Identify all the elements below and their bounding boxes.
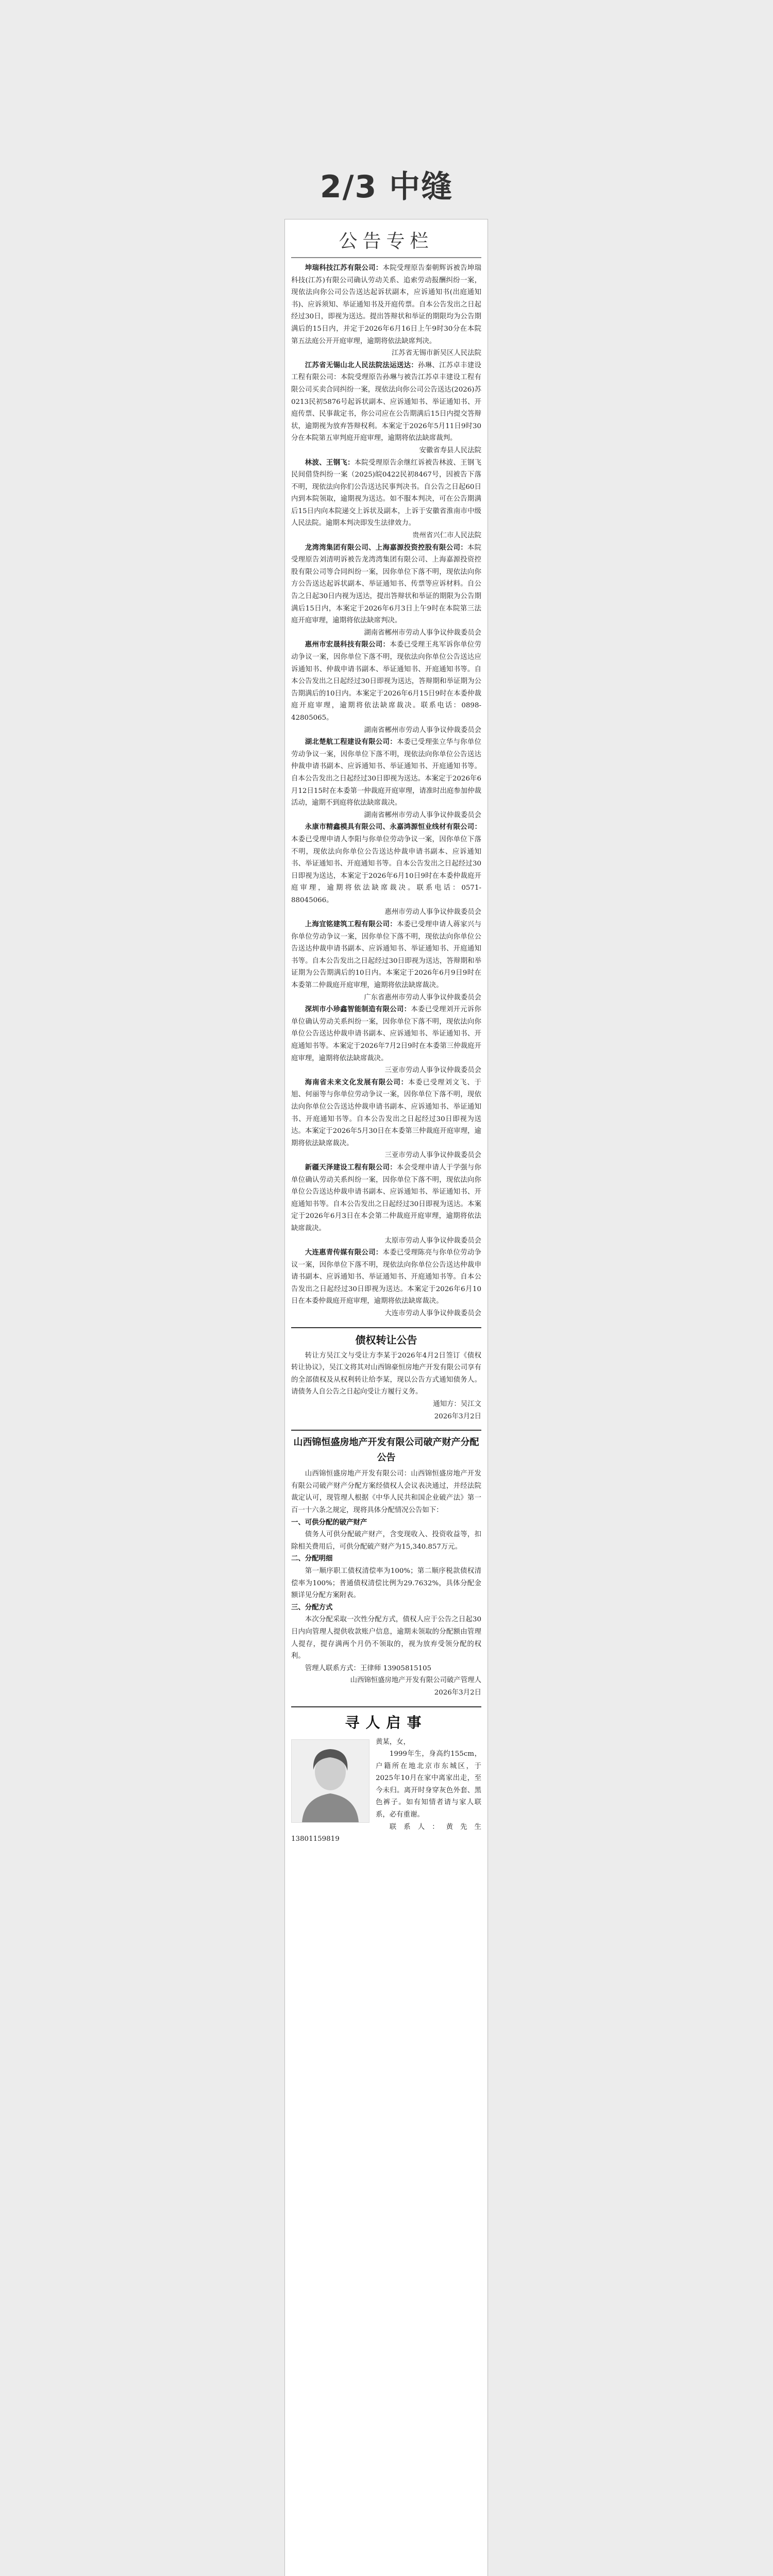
notice-recipient: 江苏省无锡山北人民法院法运送达： <box>305 361 418 369</box>
notice-body: 本会受理申请人于学强与你单位确认劳动关系纠纷一案，因你单位下落不明，现依法向你单位公告送达仲裁申请书副本、应诉通知书、举证通知书、开庭通知书等。自本公告发出之日起经过30日即视为送达。本案定于2026年6月3日在本会第二仲裁庭开庭审理，逾期将依法缺席裁决。 <box>291 1163 482 1232</box>
bankruptcy-contact: 管理人联系方式：王律师 13905815105 <box>305 1664 432 1672</box>
notice-body: 本委已受理王兆军诉你单位劳动争议一案，因你单位下落不明，现依法向你单位公告送达应诉通知书、仲裁申请书副本、举证通知书、开庭通知书等。自本公告发出之日起经过30日即视为送达，答辩期和举证期为公告期满后的10日内。本案定于2026年6月15日9时在本委仲裁庭开庭审理，逾期将依法缺席裁决。联系电话：0898-42805065。 <box>291 641 481 722</box>
notice-signature: 江苏省无锡市新吴区人民法院 <box>391 349 481 358</box>
notice-recipient: 湖北楚航工程建设有限公司： <box>305 738 397 747</box>
column-header: 公告专栏 <box>291 222 481 258</box>
notice-signature: 三亚市劳动人事争议仲裁委员会 <box>384 1066 481 1075</box>
notice-recipient: 坤瑞科技江苏有限公司： <box>305 264 383 272</box>
notice-paragraph <box>291 639 481 724</box>
notice-recipient: 永康市精鑫模具有限公司、永嘉鸿源恒业线材有限公司： <box>305 823 481 832</box>
notice-signature: 惠州市劳动人事争议仲裁委员会 <box>384 908 481 917</box>
notice-recipient: 大连惠青传媒有限公司： <box>305 1248 383 1257</box>
bankruptcy-section1-text: 债务人可供分配破产财产，含变现收入、投资收益等，扣除相关费用后，可供分配破产财产为15,340.857万元。 <box>291 1531 481 1551</box>
notice-paragraph <box>291 1077 481 1150</box>
notice-signature: 太原市劳动人事争议仲裁委员会 <box>384 1236 481 1245</box>
notice-body: 本院受理原告刘清明诉被告龙湾湾集团有限公司、上海嘉源投资控股有限公司等合同纠纷一案，因你单位下落不明，现依法向你方公告送达起诉状副本、举证通知书、传票等应诉材料。自公告之日起30日内视为送达，提出答辩状和举证的期限为公告期满后15日内，本案定于2026年6月3日上午9时在本院第三法庭开庭审理，逾期将依法缺席判决。 <box>291 544 482 625</box>
missing-person-photo <box>291 1739 369 1823</box>
notice-body: 本委已受理刘开元诉你单位确认劳动关系纠纷一案，因你单位下落不明，现依法向你单位公告送达仲裁申请书副本、应诉通知书、举证通知书、开庭通知书等。本案定于2026年7月2日9时在本委第三仲裁庭开庭审理，逾期将依法缺席裁决。 <box>291 1006 482 1062</box>
notice-body: 本委已受理张立华与你单位劳动争议一案，因你单位下落不明，现依法向你单位公告送达仲裁申请书副本、应诉通知书、举证通知书、开庭通知书等。自本公告发出之日起经过30日即视为送达。本案定于2026年6月12日15时在本委第一仲裁庭开庭审理，请准时出庭参加仲裁活动，逾期不到庭将依法缺席裁决。 <box>291 738 482 807</box>
notice-paragraph <box>291 542 481 627</box>
bankruptcy-section2-text: 第一顺序职工债权清偿率为100%；第二顺序税款债权清偿率为100%；普通债权清偿比例为29.7632%，具体分配金额详见分配方案附表。 <box>291 1567 481 1600</box>
bankruptcy-section2-head: 二、分配明细 <box>291 1554 333 1563</box>
notice-body: 本院受理原告秦朝辉诉被告坤瑞科技(江苏)有限公司确认劳动关系、追索劳动报酬纠纷一案，现依法向你公司公告送达起诉状副本，应诉通知书(出庭通知书)、应诉须知、举证通知书及开庭传票。自本公告发出之日起经过30日，即视为送达。提出答辩状和举证的期限均为公告期满后的15日内，并定于2026年6月16日上午9时30分在本院第五法庭公开开庭审理，逾期将依法缺席判决。 <box>291 264 482 345</box>
notice-signature: 安徽省寿县人民法院 <box>419 446 481 454</box>
bankruptcy-section1-head: 一、可供分配的破产财产 <box>291 1518 367 1527</box>
notice-signature: 湖南省郴州市劳动人事争议仲裁委员会 <box>364 726 481 734</box>
notice-paragraph <box>291 736 481 809</box>
notice-body: 本委已受理刘文飞、于旭、何丽等与你单位劳动争议一案，因你单位下落不明，现依法向你单位公告送达仲裁申请书副本、应诉通知书、举证通知书、开庭通知书等。自本公告发出之日起经过30日即视为送达。本案定于2026年5月30日在本委第三仲裁庭开庭审理，逾期将依法缺席裁决。 <box>291 1078 482 1147</box>
notice-body: 本院受理原告余继红诉被告林波、王钢飞民间借贷纠纷一案（2025)皖0422民初8467号，因被告下落不明，现依法向你们公告送达民事判决书。自公告之日起60日内到本院领取，逾期视为送达。如不服本判决，可在公告期满后15日内向本院递交上诉状及副本，上诉于安徽省淮南市中级人民法院。逾期本判决即发生法律效力。 <box>291 459 482 528</box>
missing-notice <box>291 1736 481 1845</box>
notice-signature: 湖南省郴州市劳动人事争议仲裁委员会 <box>364 629 481 637</box>
notice-signature: 三亚市劳动人事争议仲裁委员会 <box>384 1151 481 1160</box>
bankruptcy-intro: 山西锦恒盛房地产开发有限公司：山西锦恒盛房地产开发有限公司破产财产分配方案经债权人会议表决通过，并经法院裁定认可，现管理人根据《中华人民共和国企业破产法》第一百一十六条之规定，现将具体分配情况公告如下： <box>291 1470 481 1514</box>
notice-paragraph <box>291 360 481 445</box>
missing-title: 寻人启事 <box>345 1714 428 1731</box>
notice-paragraph <box>291 262 481 347</box>
divider <box>291 1706 481 1707</box>
person-photo-icon <box>292 1740 369 1822</box>
transfer-sign: 通知方：吴江文 <box>433 1400 481 1409</box>
transfer-date: 2026年3月2日 <box>434 1412 481 1420</box>
notice-recipient: 上海宜铭建筑工程有限公司： <box>305 920 397 929</box>
notice-signature: 大连市劳动人事争议仲裁委员会 <box>384 1310 481 1318</box>
notice-recipient: 林波、王钢飞： <box>305 458 355 467</box>
notice-paragraph <box>291 821 481 906</box>
page-header <box>0 0 773 222</box>
notice-recipient: 惠州市宏晟科技有限公司： <box>305 640 390 649</box>
bankruptcy-date: 2026年3月2日 <box>434 1688 481 1697</box>
notice-paragraph <box>291 457 481 530</box>
notice-body: 本委已受理申请人蒋家兴与你单位劳动争议一案，因你单位下落不明，现依法向你单位公告送达仲裁申请书副本、应诉通知书、举证通知书、开庭通知书等。自本公告发出之日起经过30日即视为送达，答辩期和举证期为公告期满后的10日内。本案定于2026年6月9日9时在本委第二仲裁庭开庭审理，逾期将依法缺席裁决。 <box>291 921 482 990</box>
transfer-title: 债权转让公告 <box>355 1333 417 1346</box>
divider <box>291 1430 481 1431</box>
notice-recipient: 海南省未来文化发展有限公司： <box>305 1078 408 1087</box>
notice-recipient: 新疆天泽建设工程有限公司： <box>305 1163 397 1172</box>
notice-body: 本委已受理陈亮与你单位劳动争议一案，因你单位下落不明，现依法向你单位公告送达仲裁申请书副本、应诉通知书、举证通知书、开庭通知书等。自本公告发出之日起经过30日即视为送达。本案定于2026年6月10日在本委仲裁庭开庭审理，逾期将依法缺席裁决。 <box>291 1249 482 1306</box>
notice-list <box>291 262 481 1320</box>
notice-paragraph <box>291 919 481 992</box>
page-title: 2/3 中缝 <box>320 169 453 205</box>
notice-body: 本委已受理申请人李阳与你单位劳动争议一案，因你单位下落不明，现依法向你单位公告送达仲裁申请书副本、应诉通知书、举证通知书、开庭通知书等。自本公告发出之日起经过30日即视为送达，本案定于2026年6月10日9时在本委仲裁庭开庭审理，逾期将依法缺席裁决。联系电话：0571-88045066。 <box>291 835 481 904</box>
notice-paragraph <box>291 1247 481 1308</box>
notice-paragraph <box>291 1162 481 1235</box>
notice-signature: 广东省惠州市劳动人事争议仲裁委员会 <box>364 993 481 1002</box>
notice-paragraph <box>291 1004 481 1064</box>
transfer-text: 转让方吴江文与受让方李某于2026年4月2日签订《债权转让协议》，吴江文将其对山西锦豪恒房地产开发有限公司享有的全部债权及从权利转让给李某，现以公告方式通知债务人。请债务人自公告之日起向受让方履行义务。 <box>291 1351 481 1396</box>
notice-signature: 湖南省郴州市劳动人事争议仲裁委员会 <box>364 811 481 819</box>
bankruptcy-section3-text: 本次分配采取一次性分配方式，债权人应于公告之日起30日内向管理人提供收款账户信息，逾期未领取的分配额由管理人提存，提存满两个月仍不领取的，视为放弃受领分配的权利。 <box>291 1616 481 1660</box>
notice-signature: 贵州省兴仁市人民法院 <box>412 532 481 540</box>
notice-column <box>284 219 488 2576</box>
notice-body: 孙琳、江苏卓丰建设工程有限公司：本院受理原告孙琳与被告江苏卓丰建设工程有限公司买卖合同纠纷一案，现依法向你公司公告送达(2026)苏0213民初5876号起诉状副本、应诉通知书、举证通知书、开庭传票、民事裁定书，你公司应在公告期满后15日内提交答辩状，逾期视为放弃答辩权利。本案定于2026年5月11日9时30分在本院第五审判庭开庭审理，逾期将依法缺席裁判。 <box>291 361 482 443</box>
bankruptcy-title: 山西锦恒盛房地产开发有限公司破产财产分配公告 <box>293 1437 479 1464</box>
bankruptcy-sign: 山西锦恒盛房地产开发有限公司破产管理人 <box>350 1676 481 1685</box>
missing-contact: 联系人：黄先生 13801159819 <box>291 1823 481 1843</box>
notice-recipient: 龙湾湾集团有限公司、上海嘉源投资控股有限公司： <box>305 543 467 552</box>
missing-text: 1999年生，身高约155cm，户籍所在地北京市东城区，于2025年10月在家中离家出走，至今未归。离开时身穿灰色外套、黑色裤子。如有知情者请与家人联系，必有重谢。 <box>376 1750 481 1819</box>
notice-recipient: 深圳市小珍鑫智能制造有限公司： <box>305 1005 411 1014</box>
divider <box>291 1327 481 1328</box>
bankruptcy-section3-head: 三、分配方式 <box>291 1603 333 1612</box>
missing-name-line: 黄某，女， <box>376 1738 410 1746</box>
